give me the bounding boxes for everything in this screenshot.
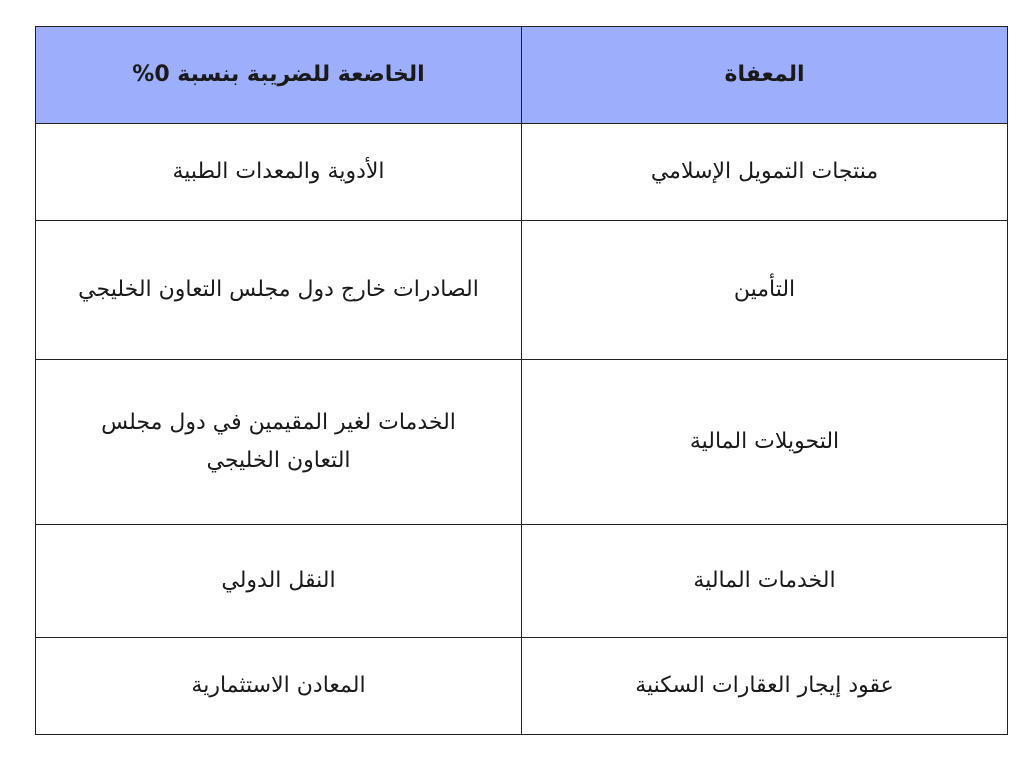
cell-exempt: عقود إيجار العقارات السكنية [522,638,1008,735]
cell-exempt: الخدمات المالية [522,525,1008,638]
table-row [36,221,1008,360]
header-exempt: المعفاة [522,27,1008,124]
table-row [36,124,1008,221]
table-row [36,360,1008,525]
cell-zero-rated: الصادرات خارج دول مجلس التعاون الخليجي [36,221,522,360]
table-row [36,638,1008,735]
header-zero-rated: الخاضعة للضريبة بنسبة 0% [36,27,522,124]
cell-exempt: التحويلات المالية [522,360,1008,525]
tax-table-container [36,26,1008,735]
cell-zero-rated: الخدمات لغير المقيمين في دول مجلس التعاون الخليجي [36,360,522,525]
cell-zero-rated: المعادن الاستثمارية [36,638,522,735]
cell-zero-rated: الأدوية والمعدات الطبية [36,124,522,221]
cell-exempt: منتجات التمويل الإسلامي [522,124,1008,221]
cell-zero-rated: النقل الدولي [36,525,522,638]
table-header-row [36,27,1008,124]
cell-exempt: التأمين [522,221,1008,360]
table-row [36,525,1008,638]
tax-table [35,26,1008,735]
